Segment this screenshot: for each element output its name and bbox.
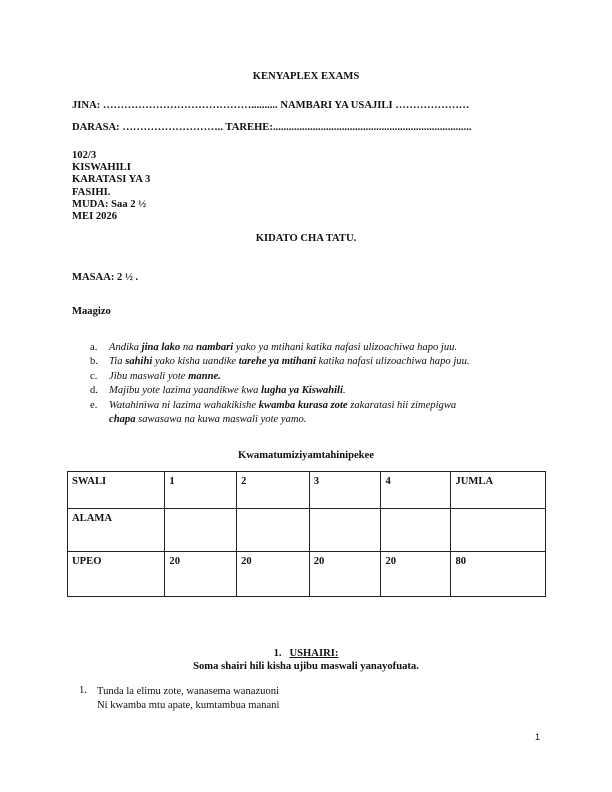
table-cell xyxy=(451,509,546,552)
instruction-emphasis: nambari xyxy=(196,342,234,353)
instruction-text xyxy=(109,385,346,396)
subject: KISWAHILI xyxy=(72,162,131,174)
duration: MUDA: Saa 2 ½ xyxy=(72,198,147,210)
table-cell: 1 xyxy=(165,472,237,509)
hours: MASAA: 2 ½ . xyxy=(72,272,139,283)
table-row xyxy=(68,472,546,509)
table-row xyxy=(68,552,546,597)
table-cell: 4 xyxy=(381,472,451,509)
table-cell xyxy=(309,509,381,552)
exam-title: KENYAPLEX EXAMS xyxy=(252,71,360,82)
class-date-field-line: DARASA: ……………………….. TAREHE:........................................................................... xyxy=(72,122,472,133)
instruction-segment: Watahiniwa ni lazima wahakikishe xyxy=(109,399,259,411)
form-level: KIDATO CHA TATU. xyxy=(255,233,357,244)
instruction-emphasis: tarehe ya mtihani xyxy=(238,356,316,368)
exam-date: MEI 2026 xyxy=(72,211,118,223)
instruction-segment: yako kisha uandike xyxy=(152,356,239,368)
table-cell: 20 xyxy=(165,552,237,597)
table-cell: UPEO xyxy=(68,552,165,597)
instruction-segment: zakaratasi hii zimepigwa xyxy=(347,399,457,411)
instruction-label: b. xyxy=(90,356,98,368)
instruction-emphasis: jina lako xyxy=(141,342,181,353)
table-cell: 20 xyxy=(237,552,310,597)
table-cell xyxy=(381,509,451,552)
table-cell: JUMLA xyxy=(451,472,546,509)
poem-line: Ni kwamba mtu apate, kumtambua manani xyxy=(97,700,280,711)
instruction-text xyxy=(109,342,457,353)
paper-info xyxy=(72,150,150,223)
instruction-segment: yako ya mtihani katika nafasi ulizoachiwa hapo juu. xyxy=(233,342,458,353)
instruction-emphasis: sahihi xyxy=(125,356,153,368)
instruction-text xyxy=(109,414,306,425)
instruction-emphasis: manne. xyxy=(188,370,221,382)
paper-topic: FASIHI. xyxy=(72,186,111,198)
instruction-label: e. xyxy=(90,399,98,411)
poem xyxy=(97,685,279,713)
table-cell: 20 xyxy=(381,552,451,597)
table-cell: 20 xyxy=(309,552,381,597)
table-cell: 3 xyxy=(309,472,381,509)
instruction-text xyxy=(109,371,221,382)
section-heading xyxy=(0,648,612,659)
instruction-text xyxy=(109,400,456,411)
section-title: USHAIRI: xyxy=(289,648,339,659)
table-cell: 80 xyxy=(451,552,546,597)
paper-code: 102/3 xyxy=(72,150,97,161)
instruction-text xyxy=(109,356,470,367)
instruction-segment: na xyxy=(180,342,197,353)
instruction-emphasis: lugha ya Kiswahili xyxy=(261,385,343,397)
table-cell xyxy=(237,509,310,552)
instruction-label: a. xyxy=(90,342,98,353)
table-caption: Kwamatumiziyamtahinipekee xyxy=(238,450,374,461)
instruction-segment: sawasawa na kuwa maswali yote yamo. xyxy=(135,414,307,425)
instruction-segment: Andika xyxy=(109,342,142,353)
section-subtitle: Soma shairi hili kisha ujibu maswali yanayofuata. xyxy=(193,661,419,672)
instruction-emphasis: kwamba kurasa zote xyxy=(258,399,348,411)
instruction-emphasis: chapa xyxy=(109,414,136,425)
instruction-segment: . xyxy=(342,385,346,397)
table-cell: 2 xyxy=(237,472,310,509)
poem-number: 1. xyxy=(79,685,87,696)
section-number: 1. xyxy=(273,648,282,659)
instruction-segment: katika nafasi ulizoachiwa hapo juu. xyxy=(315,356,470,368)
poem-line: Tunda la elimu zote, wanasema wanazuoni xyxy=(97,686,280,697)
name-field-line: JINA: …………………………………….......... NAMBARI YA USAJILI ………………… xyxy=(72,100,470,111)
instruction-segment: Tia xyxy=(109,356,126,368)
instruction-label: d. xyxy=(90,385,98,397)
marks-table xyxy=(67,471,546,597)
instructions-title: Maagizo xyxy=(72,306,111,317)
table-cell xyxy=(165,509,237,552)
paper-number: KARATASI YA 3 xyxy=(72,174,151,186)
instruction-segment: Majibu yote lazima yaandikwe kwa xyxy=(109,385,262,397)
instruction-label: c. xyxy=(90,370,98,382)
page-number: 1 xyxy=(535,732,541,742)
instruction-segment: Jibu maswali yote xyxy=(109,370,189,382)
table-cell: ALAMA xyxy=(68,509,165,552)
table-row xyxy=(68,509,546,552)
table-cell: SWALI xyxy=(68,472,165,509)
